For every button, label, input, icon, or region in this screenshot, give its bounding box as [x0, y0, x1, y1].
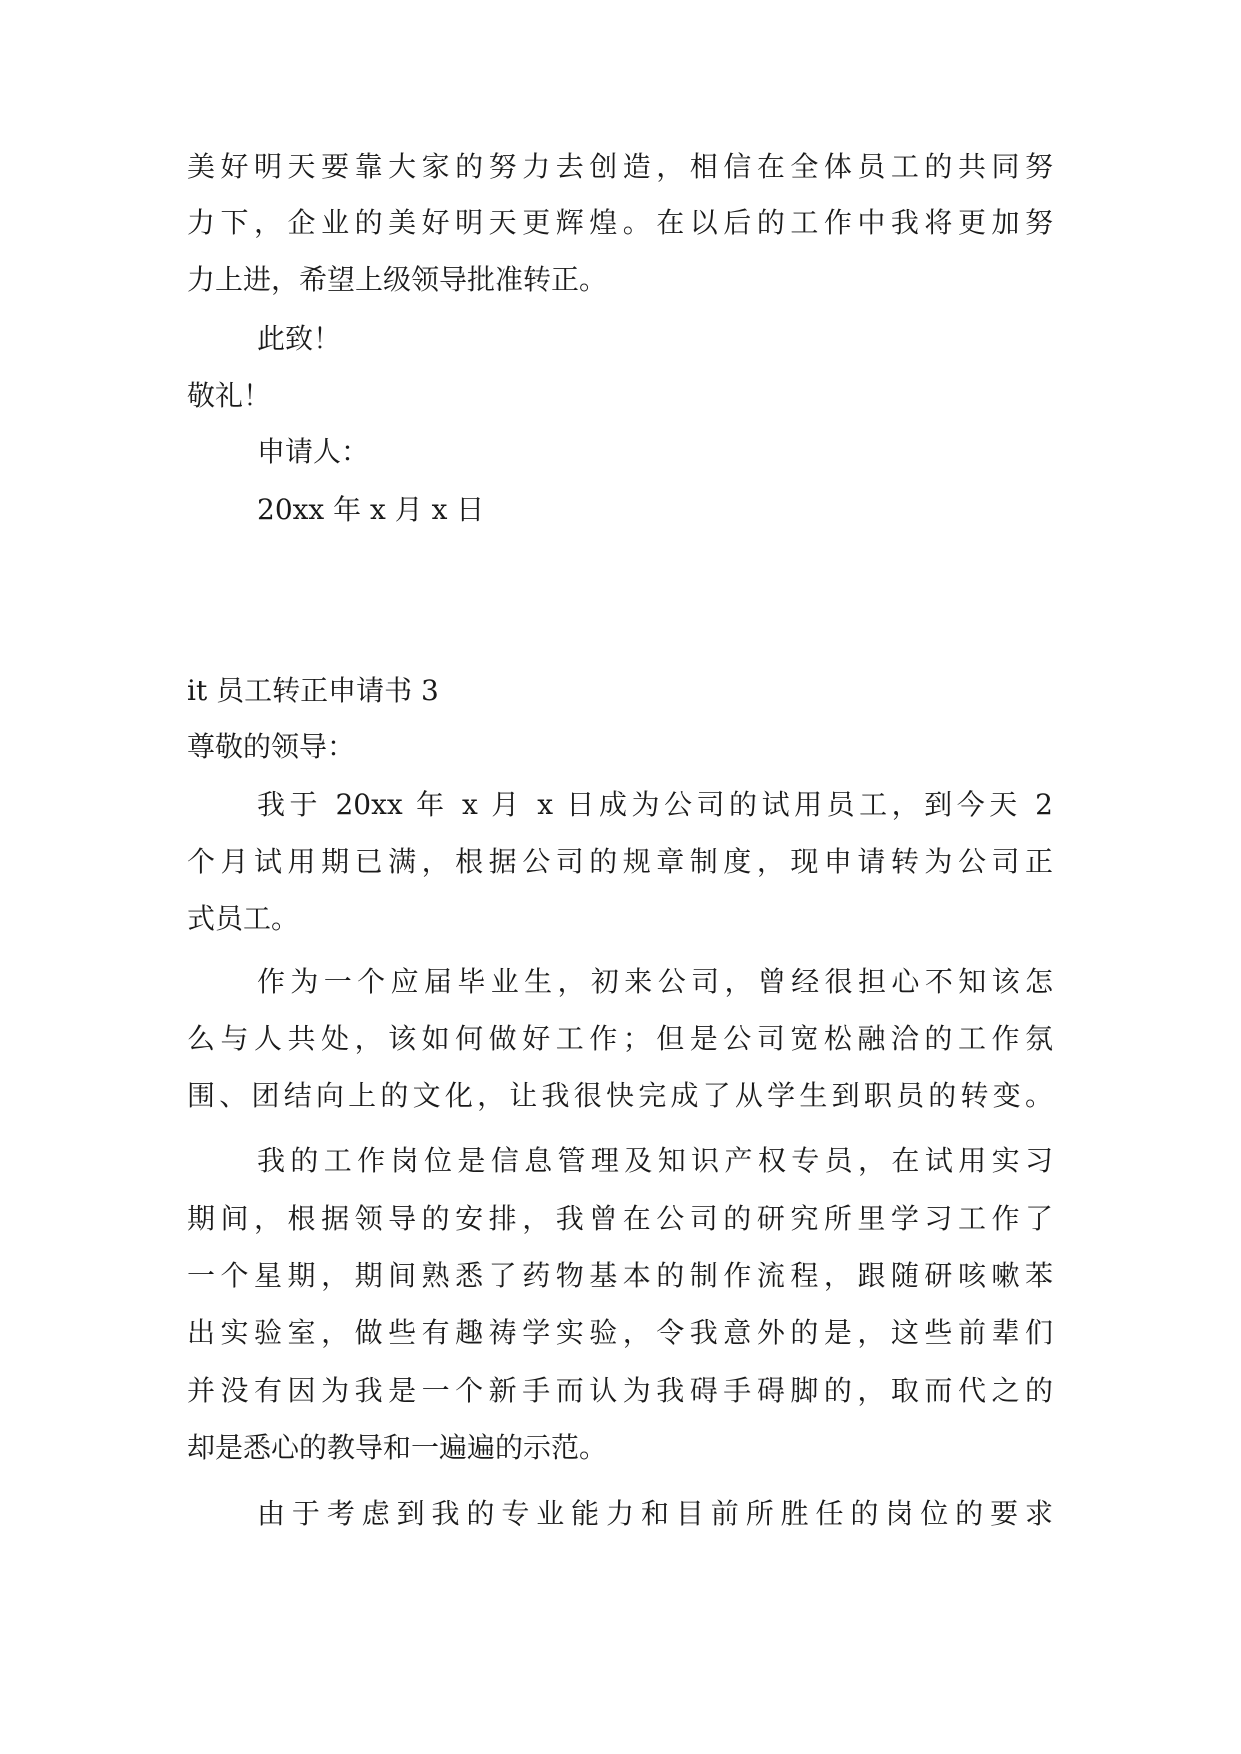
paragraph-line: 一个星期，期间熟悉了药物基本的制作流程，跟随研咳嗽苯: [187, 1259, 1053, 1292]
paragraph-line: 期间，根据领导的安排，我曾在公司的研究所里学习工作了: [187, 1202, 1053, 1235]
paragraph-line: 力下，企业的美好明天更辉煌。在以后的工作中我将更加努: [187, 206, 1053, 239]
paragraph-line: 力上进，希望上级领导批准转正。: [187, 263, 608, 296]
paragraph-line: 个月试用期已满，根据公司的规章制度，现申请转为公司正: [187, 845, 1053, 878]
greeting: 尊敬的领导：: [187, 730, 356, 763]
section-title: it 员工转正申请书 3: [187, 674, 439, 707]
paragraph-line: 出实验室，做些有趣祷学实验，令我意外的是，这些前辈们: [187, 1316, 1053, 1349]
paragraph-line: 我于 20xx 年 x 月 x 日成为公司的试用员工，到今天 2: [257, 788, 1053, 821]
paragraph-line: 么与人共处，该如何做好工作；但是公司宽松融洽的工作氛: [187, 1022, 1053, 1055]
date-line: 20xx 年 x 月 x 日: [257, 493, 485, 526]
paragraph-line: 我的工作岗位是信息管理及知识产权专员，在试用实习: [257, 1144, 1053, 1177]
closing-text: 此致！: [257, 322, 342, 355]
paragraph-line: 却是悉心的教导和一遍遍的示范。: [187, 1431, 608, 1464]
paragraph-line: 围、团结向上的文化，让我很快完成了从学生到职员的转变。: [187, 1079, 1053, 1112]
paragraph-line: 由于考虑到我的专业能力和目前所胜任的岗位的要求: [257, 1497, 1053, 1530]
paragraph-line: 式员工。: [187, 902, 300, 935]
paragraph-line: 并没有因为我是一个新手而认为我碍手碍脚的，取而代之的: [187, 1374, 1053, 1407]
salute-text: 敬礼！: [187, 379, 272, 412]
paragraph-line: 作为一个应届毕业生，初来公司，曾经很担心不知该怎: [257, 965, 1053, 998]
applicant-label: 申请人：: [257, 435, 370, 468]
paragraph-line: 美好明天要靠大家的努力去创造，相信在全体员工的共同努: [187, 150, 1053, 183]
